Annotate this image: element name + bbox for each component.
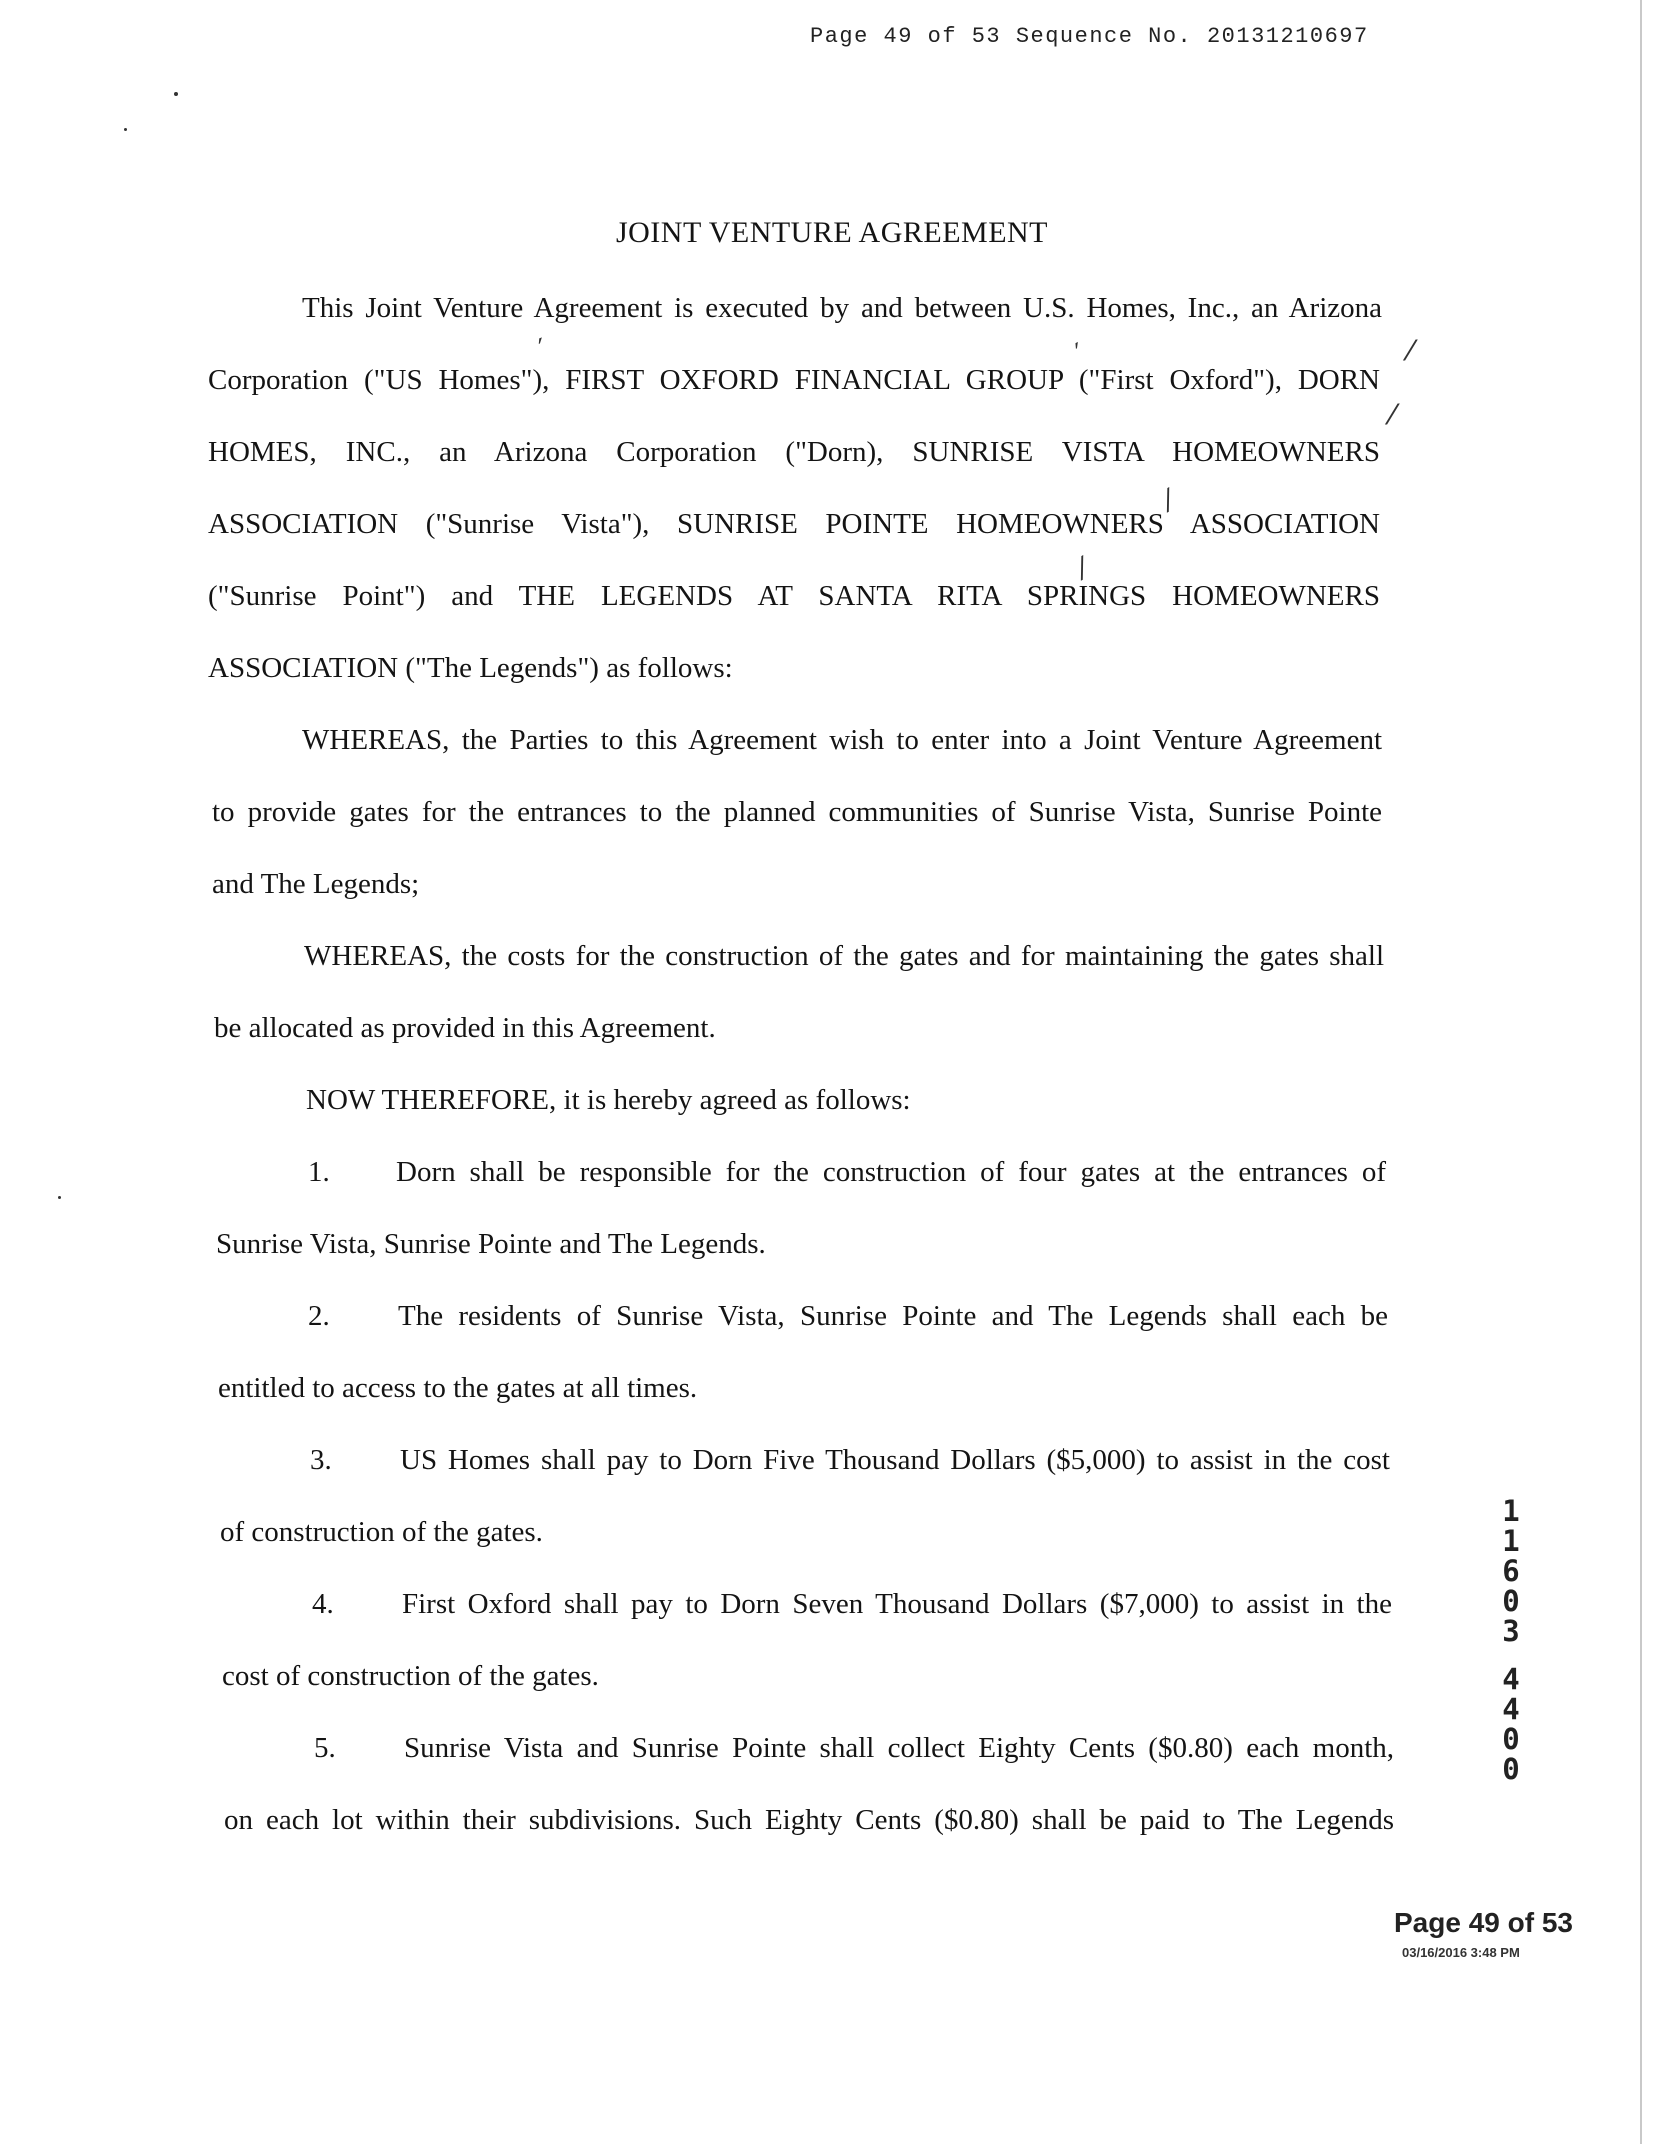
text-line: of construction of the gates. [220,1516,543,1548]
bates-digit: 0 [1502,1752,1520,1786]
handwritten-check-mark: ⁄ [1158,485,1179,516]
bates-digit: 4 [1502,1662,1520,1696]
text-line: NOW THEREFORE, it is hereby agreed as follows: [306,1084,911,1116]
text-line: This Joint Venture Agreement is executed by and between U.S. Homes, Inc., an Arizona [302,292,1382,324]
clause-number: 2. [308,1300,330,1332]
text-line: be allocated as provided in this Agreement. [214,1012,716,1044]
text-line: ("Sunrise Point") and THE LEGENDS AT SANTA RITA SPRINGS HOMEOWNERS [208,580,1380,612]
document-title: JOINT VENTURE AGREEMENT [615,216,1049,249]
scan-speck [58,1196,61,1199]
text-line: and The Legends; [212,868,420,900]
text-line: cost of construction of the gates. [222,1660,599,1692]
text-line: Dorn shall be responsible for the construction of four gates at the entrances of [396,1156,1386,1188]
bates-digit: 6 [1502,1554,1520,1588]
bates-number [1496,1496,1526,1784]
footer-page-label: Page 49 of 53 [1394,1907,1573,1938]
text-line: HOMES, INC., an Arizona Corporation ("Dorn), SUNRISE VISTA HOMEOWNERS [208,436,1380,468]
clause-number: 5. [314,1732,336,1764]
handwritten-check-mark: ⁄ [1072,553,1093,584]
bates-digit: 1 [1502,1494,1520,1528]
text-line: First Oxford shall pay to Dorn Seven Thousand Dollars ($7,000) to assist in the [402,1588,1392,1620]
scan-edge-line [1640,0,1642,2144]
handwritten-check-mark: ⁄ [1390,398,1395,431]
footer-timestamp: 03/16/2016 3:48 PM [1402,1945,1520,1960]
text-line: to provide gates for the entrances to the planned communities of Sunrise Vista, Sunrise Pointe [212,796,1382,828]
text-line: Sunrise Vista and Sunrise Pointe shall collect Eighty Cents ($0.80) each month, [404,1732,1394,1764]
text-line: ASSOCIATION ("The Legends") as follows: [208,652,733,684]
clause-number: 1. [308,1156,330,1188]
bates-digit: 4 [1502,1692,1520,1726]
text-line: WHEREAS, the costs for the construction of the gates and for maintaining the gates shall [304,940,1384,972]
bates-digit: 1 [1502,1524,1520,1558]
scan-speck [124,128,127,131]
bates-digit: 0 [1502,1584,1520,1618]
text-line: ASSOCIATION ("Sunrise Vista"), SUNRISE POINTE HOMEOWNERS ASSOCIATION [208,508,1380,540]
text-line: The residents of Sunrise Vista, Sunrise Pointe and The Legends shall each be [398,1300,1388,1332]
handwritten-check-mark: ⁄ [1408,334,1413,367]
text-line: US Homes shall pay to Dorn Five Thousand Dollars ($5,000) to assist in the cost [400,1444,1390,1476]
handwritten-check-mark: ′ [1070,336,1093,369]
bates-digit: 3 [1502,1614,1520,1648]
bates-digit: 0 [1502,1722,1520,1756]
clause-number: 4. [312,1588,334,1620]
text-line: Sunrise Vista, Sunrise Pointe and The Legends. [216,1228,766,1260]
clause-number: 3. [310,1444,332,1476]
fax-header: Page 49 of 53 Sequence No. 20131210697 [810,24,1369,49]
text-line: on each lot within their subdivisions. Such Eighty Cents ($0.80) shall be paid to The Legends [224,1804,1394,1836]
scan-speck [174,92,178,96]
text-line: entitled to access to the gates at all times. [218,1372,698,1404]
handwritten-check-mark: ′ [534,331,552,366]
text-line: Corporation ("US Homes"), FIRST OXFORD FINANCIAL GROUP ("First Oxford"), DORN [208,364,1380,396]
text-line: WHEREAS, the Parties to this Agreement wish to enter into a Joint Venture Agreement [302,724,1382,756]
